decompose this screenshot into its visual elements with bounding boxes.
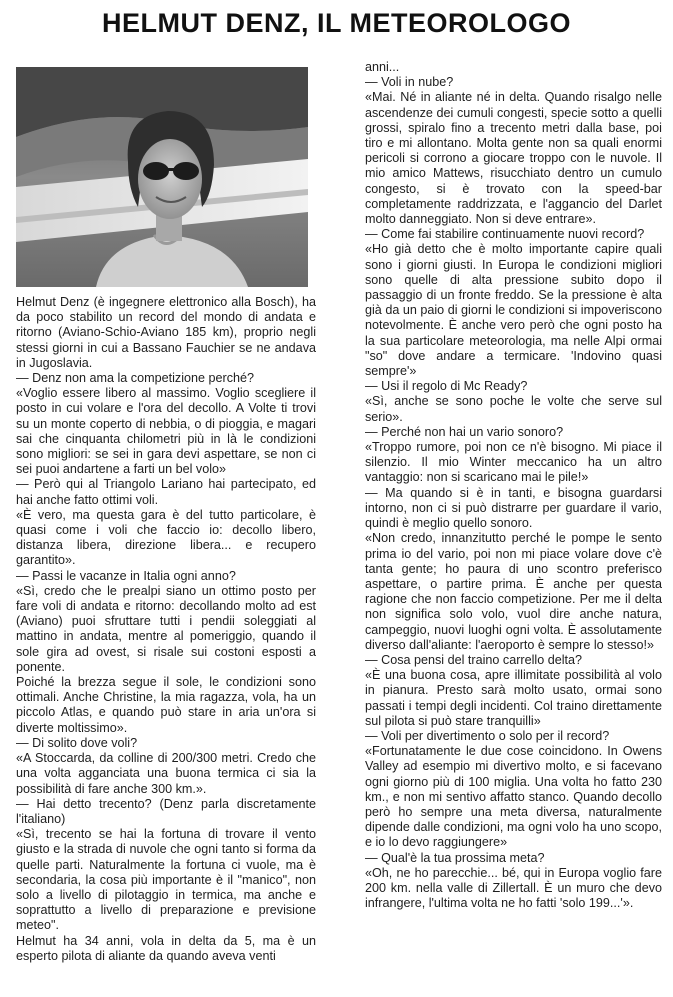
paragraph: — Hai detto trecento? (Denz parla discretamente l'italiano) [16,796,316,826]
paragraph: «A Stoccarda, da colline di 200/300 metri. Credo che una volta agganciata una buona termica ci sia la possibilità di fare anche 300 km.». [16,751,316,796]
paragraph: — Cosa pensi del traino carrello delta? [365,652,583,667]
paragraph: Helmut Denz (è ingegnere elettronico alla Bosch), ha da poco stabilito un record del mondo di andata e ritorno (Aviano-Schio-Aviano 185 km), proprio negli stessi giorni in cui a Bassano Fauchier se ne andava in Jugoslavia. [16,295,316,370]
paragraph: «È una buona cosa, apre illimitate possibilità al volo in pianura. Presto sarà molto usato, ormai sono passati i tempi degli incidenti. Col traino direttamente sul pilota si può stare tranquilli» [365,668,662,728]
paragraph: — Voli per divertimento o solo per il record? [365,728,610,743]
paragraph: «Sì, anche se sono poche le volte che serve sul serio». [365,394,662,424]
paragraph: — Perché non hai un vario sonoro? [365,424,564,439]
paragraph: «Fortunatamente le due cose coincidono. In Owens Valley ad esempio mi divertivo molto, e si facevano ogni giorno più di 100 miglia. Una volta ho fatto 230 km., e non mi sentivo affatto stanco. Quando decollo però ho sempre una meta diversa, naturalmente dipende dalle condizioni, ma ogni volo ha uno scopo, e io lo devo raggiungere» [365,744,662,850]
paragraph: — Ma quando si è in tanti, e bisogna guardarsi intorno, non ci si può distrarre per guardare il vario, quindi è meglio quello sonoro. [365,485,662,531]
left-text-column [16,295,316,964]
paragraph: «È vero, ma questa gara è del tutto particolare, è quasi come i voli che faccio io: decollo libero, distanza libera, direzione libera... e recupero garantito». [16,507,316,568]
paragraph: Helmut ha 34 anni, vola in delta da 5, ma è un esperto pilota di aliante da quando aveva venti [16,933,316,963]
paragraph: — Passi le vacanze in Italia ogni anno? [16,568,236,583]
paragraph: «Sì, trecento se hai la fortuna di trovare il vento giusto e la strada di nuvole che ogni tanto si forma da quelle parti. Naturalmente la fortuna ci vuole, ma è secondaria, la cosa più importante è il "manico", non solo a livello di pilotaggio in termica, ma anche e soprattutto a livello di preparazione e previsione meteo". [16,827,316,933]
portrait-photo [16,67,308,287]
paragraph: «Oh, ne ho parecchie... bé, qui in Europa voglio fare 200 km. nella valle di Zillertall. È un muro che devo infrangere, l'ultima volta ne ho fatti 'solo 199...'». [365,865,662,911]
right-text-column [365,60,662,911]
paragraph: — Denz non ama la competizione perché? [16,371,255,386]
paragraph: — Di solito dove voli? [16,735,138,750]
paragraph: «Voglio essere libero al massimo. Voglio scegliere il posto in cui volare e l'ora del decollo. A Volte ti trovi su un monte coperto di nebbia, o di pioggia, e magari sai che cinquanta chilometri più in là le condizioni sono migliori: se sei in gara devi aspettare, se non ci sei puoi andartene a farti un bel volo» [16,386,316,477]
article-title: HELMUT DENZ, IL METEOROLOGO [102,8,571,38]
paragraph: «Mai. Né in aliante né in delta. Quando risalgo nelle ascendenze dei cumuli congesti, specie sotto a quelli grossi, spiralo fino a trecento metri dalla base, poi tiro e mi allontano. Molta gente non sa quali enormi pericoli si corrono a giocare troppo con le nuvole. Il mio amico Mattews, risucchiato dentro un cumulo congesto, si è trovato con la speed-bar completamente raddrizzata, e l'aggancio del Darlet molto danneggiato. Non si deve entrare». [365,90,662,227]
paragraph: «Sì, credo che le prealpi siano un ottimo posto per fare voli di andata e ritorno: decollando molto ad est (Aviano) puoi sfruttare tutti i pendii soleggiati al mattino in andata, mentre al pomeriggio, quando il sole gira ad ovest, si risale sui costoni esposti a ponente. [16,583,316,674]
paragraph: Poiché la brezza segue il sole, le condizioni sono ottimali. Anche Christine, la mia ragazza, vola, ha un piccolo Atlas, e quando può stare in aria un'ora si diverte moltissimo». [16,675,316,735]
paragraph: «Non credo, innanzitutto perché le pompe le sento prima io del vario, poi non mi piace volare dove c'è tanta gente; ho paura di uno scontro preferisco aspettare, o partire prima. È anche per questa ragione che non faccio competizione. Per me il delta non significa solo volo, vuol dire anche natura, campeggio, nuovi luoghi ogni volta. È assolutamente diverso dall'aliante: l'aeroporto è sempre lo stesso!» [365,531,662,652]
portrait-image [16,67,308,287]
paragraph: anni... [365,60,400,74]
paragraph: «Troppo rumore, poi non ce n'è bisogno. Mi piace il silenzio. Il mio Winter meccanico ha un altro vantaggio: non si scaricano mai le pile!» [365,440,662,485]
paragraph: — Come fai stabilire continuamente nuovi record? [365,227,645,242]
paragraph: — Qual'è la tua prossima meta? [365,850,545,865]
paragraph: — Però qui al Triangolo Lariano hai partecipato, ed hai anche fatto ottimi voli. [16,477,316,507]
paragraph: «Ho già detto che è molto importante capire quali sono i giorni giusti. In Europa le condizioni migliori sono quelle di alta pressione subito dopo il passaggio di un fronte freddo. Se la pressione è alta già da un paio di giorni le condizioni si impoveriscono notevolmente. È anche vero però che ogni posto ha la sua particolare meteorologia, ma nelle Alpi ormai "so" dove andare a termicare. 'Indovino quasi sempre'» [365,242,662,379]
paragraph: — Voli in nube? [365,75,454,90]
paragraph: — Usi il regolo di Mc Ready? [365,379,528,394]
